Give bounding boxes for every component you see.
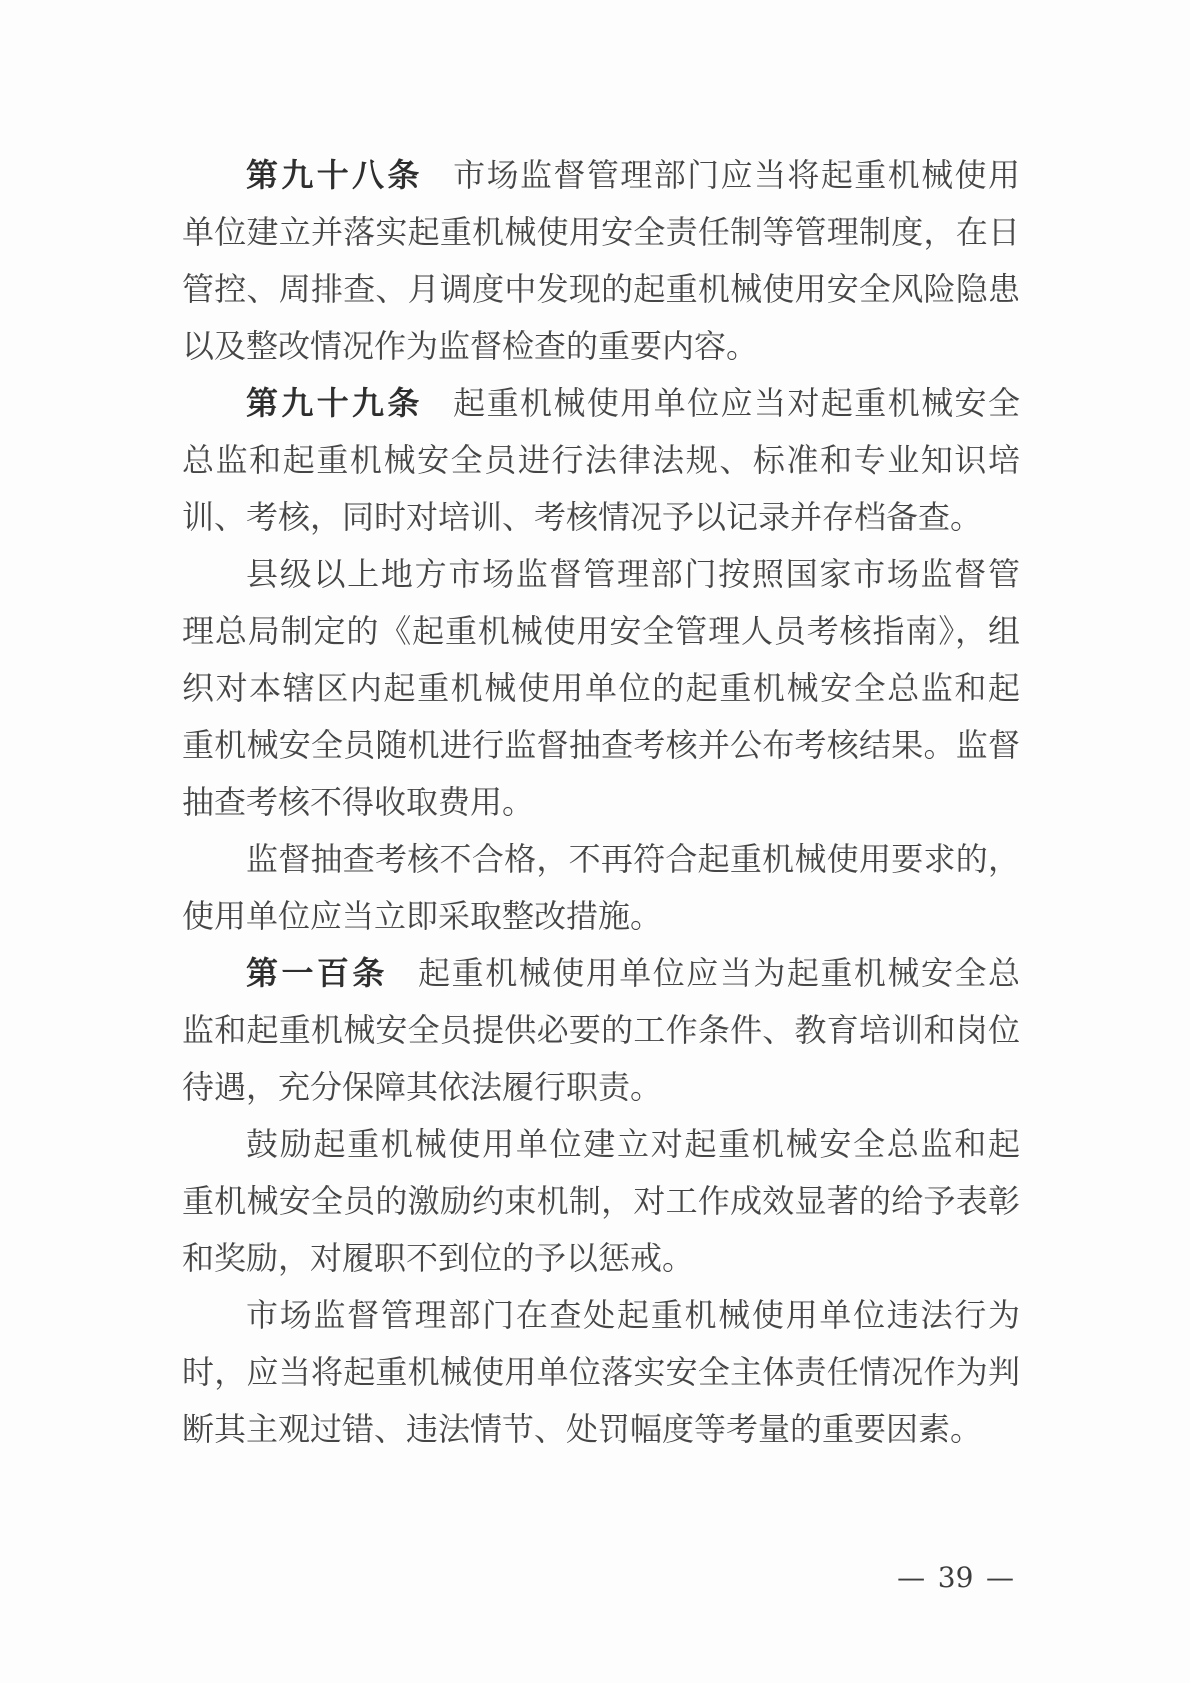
text-line: [182, 1116, 1020, 1173]
text-line: [182, 1344, 1020, 1401]
article-number: 第九十八条: [246, 156, 423, 194]
line-text: 和奖励，对履职不到位的予以惩戒。: [182, 1239, 695, 1277]
text-line: [182, 375, 1020, 432]
line-text: 起重机械使用单位应当对起重机械安全: [453, 384, 1020, 422]
line-text: 县级以上地方市场监督管理部门按照国家市场监督管: [246, 555, 1020, 593]
text-line: [182, 147, 1020, 204]
text-line: [182, 1287, 1020, 1344]
text-line: [182, 489, 1020, 546]
text-line: [182, 660, 1020, 717]
line-text: 使用单位应当立即采取整改措施。: [182, 897, 663, 935]
line-text: 抽查考核不得收取费用。: [182, 783, 535, 821]
text-line: [182, 432, 1020, 489]
footer-dash-right: —: [986, 1561, 1014, 1594]
text-line: [182, 546, 1020, 603]
text-line: [182, 1002, 1020, 1059]
line-text: 织对本辖区内起重机械使用单位的起重机械安全总监和起: [182, 669, 1020, 707]
page-number: 39: [937, 1561, 974, 1594]
text-line: [182, 318, 1020, 375]
text-line: [182, 261, 1020, 318]
line-text: 以及整改情况作为监督检查的重要内容。: [182, 327, 759, 365]
line-text: 理总局制定的《起重机械使用安全管理人员考核指南》，组: [182, 612, 1020, 650]
line-text: 鼓励起重机械使用单位建立对起重机械安全总监和起: [246, 1125, 1020, 1163]
line-text: 断其主观过错、违法情节、处罚幅度等考量的重要因素。: [182, 1410, 983, 1448]
footer-dash-left: —: [897, 1561, 926, 1594]
text-line: [182, 945, 1020, 1002]
line-text: 重机械安全员的激励约束机制，对工作成效显著的给予表彰: [182, 1182, 1020, 1220]
line-text: 管控、周排查、月调度中发现的起重机械使用安全风险隐患: [182, 270, 1020, 308]
line-text: 市场监督管理部门应当将起重机械使用: [453, 156, 1020, 194]
text-line: [182, 774, 1020, 831]
line-text: 总监和起重机械安全员进行法律法规、标准和专业知识培: [182, 441, 1020, 479]
text-line: [182, 1059, 1020, 1116]
document-body: [182, 147, 1020, 1458]
text-line: [182, 1401, 1020, 1458]
line-text: 待遇，充分保障其依法履行职责。: [182, 1068, 663, 1106]
article-number: 第九十九条: [246, 384, 423, 422]
text-line: [182, 831, 1020, 888]
line-text: 市场监督管理部门在查处起重机械使用单位违法行为: [246, 1296, 1020, 1334]
line-text: 时，应当将起重机械使用单位落实安全主体责任情况作为判: [182, 1353, 1020, 1391]
text-line: [182, 888, 1020, 945]
line-text: 监和起重机械安全员提供必要的工作条件、教育培训和岗位: [182, 1011, 1020, 1049]
article-number: 第一百条: [246, 954, 388, 992]
page-footer: [0, 1556, 1014, 1600]
text-line: [182, 717, 1020, 774]
line-text: 训、考核，同时对培训、考核情况予以记录并存档备查。: [182, 498, 983, 536]
line-text: 单位建立并落实起重机械使用安全责任制等管理制度，在日: [182, 213, 1020, 251]
line-text: 重机械安全员随机进行监督抽查考核并公布考核结果。监督: [182, 726, 1020, 764]
text-line: [182, 603, 1020, 660]
line-text: 监督抽查考核不合格，不再符合起重机械使用要求的，: [246, 840, 1020, 878]
text-line: [182, 1230, 1020, 1287]
line-text: 起重机械使用单位应当为起重机械安全总: [418, 954, 1020, 992]
text-line: [182, 204, 1020, 261]
text-line: [182, 1173, 1020, 1230]
